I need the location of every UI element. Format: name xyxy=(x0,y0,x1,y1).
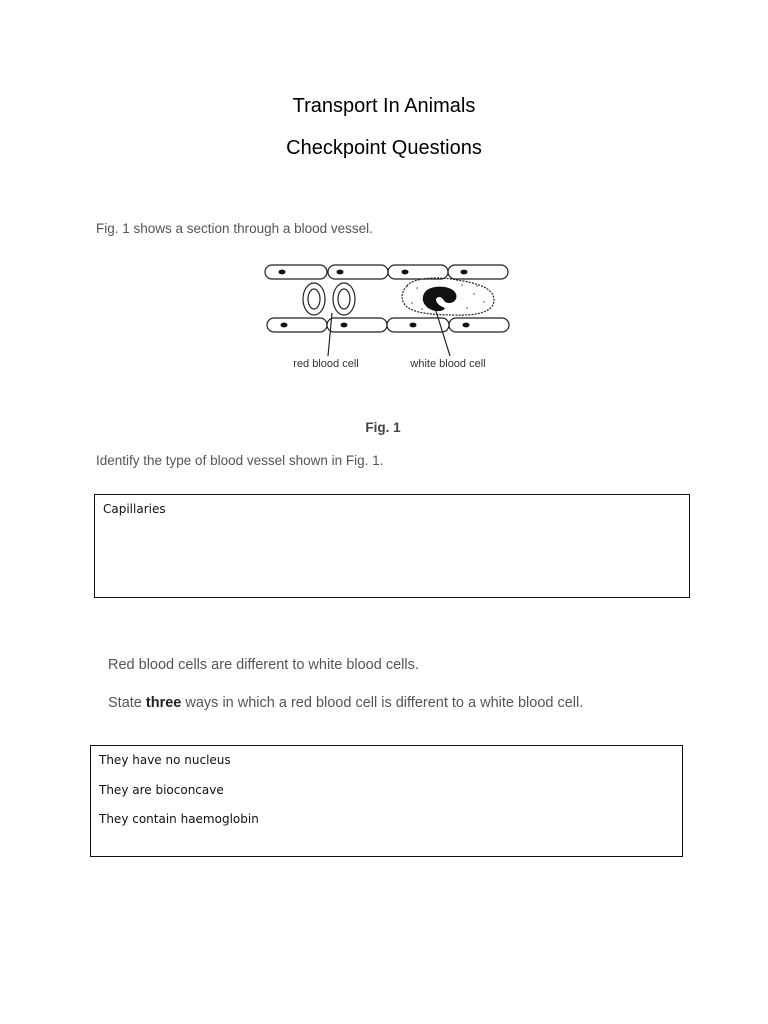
answer-line: They have no nucleus xyxy=(99,753,231,767)
answer-box-1[interactable] xyxy=(94,494,690,598)
white-blood-cell-label: white blood cell xyxy=(410,358,486,370)
question2-prompt: State three ways in which a red blood cell is different to a white blood cell. xyxy=(108,695,584,711)
white-cell-nucleus xyxy=(423,287,457,311)
endothelial-cell xyxy=(448,265,508,279)
answer-box-2[interactable] xyxy=(90,745,683,857)
red-blood-cell xyxy=(303,283,325,315)
answer-text: Capillaries xyxy=(103,502,166,516)
red-blood-cell-label: red blood cell xyxy=(293,358,359,370)
answer-line: They are bioconcave xyxy=(99,782,224,797)
endothelial-cell xyxy=(449,318,509,332)
question1-intro: Fig. 1 shows a section through a blood vessel. xyxy=(96,221,373,236)
red-blood-cell xyxy=(333,283,355,315)
answer-line: They contain haemoglobin xyxy=(99,812,259,826)
page-title: Transport In Animals xyxy=(292,95,476,117)
blood-vessel-diagram xyxy=(262,258,514,376)
question2-intro: Red blood cells are different to white blood cells. xyxy=(108,657,419,673)
endothelial-cell xyxy=(327,318,387,332)
question1-prompt: Identify the type of blood vessel shown in Fig. 1. xyxy=(96,453,384,468)
endothelial-cell xyxy=(267,318,327,332)
page-subtitle: Checkpoint Questions xyxy=(286,137,482,159)
endothelial-cell xyxy=(265,265,327,279)
endothelial-cell xyxy=(388,265,448,279)
figure-caption: Fig. 1 xyxy=(365,420,401,435)
